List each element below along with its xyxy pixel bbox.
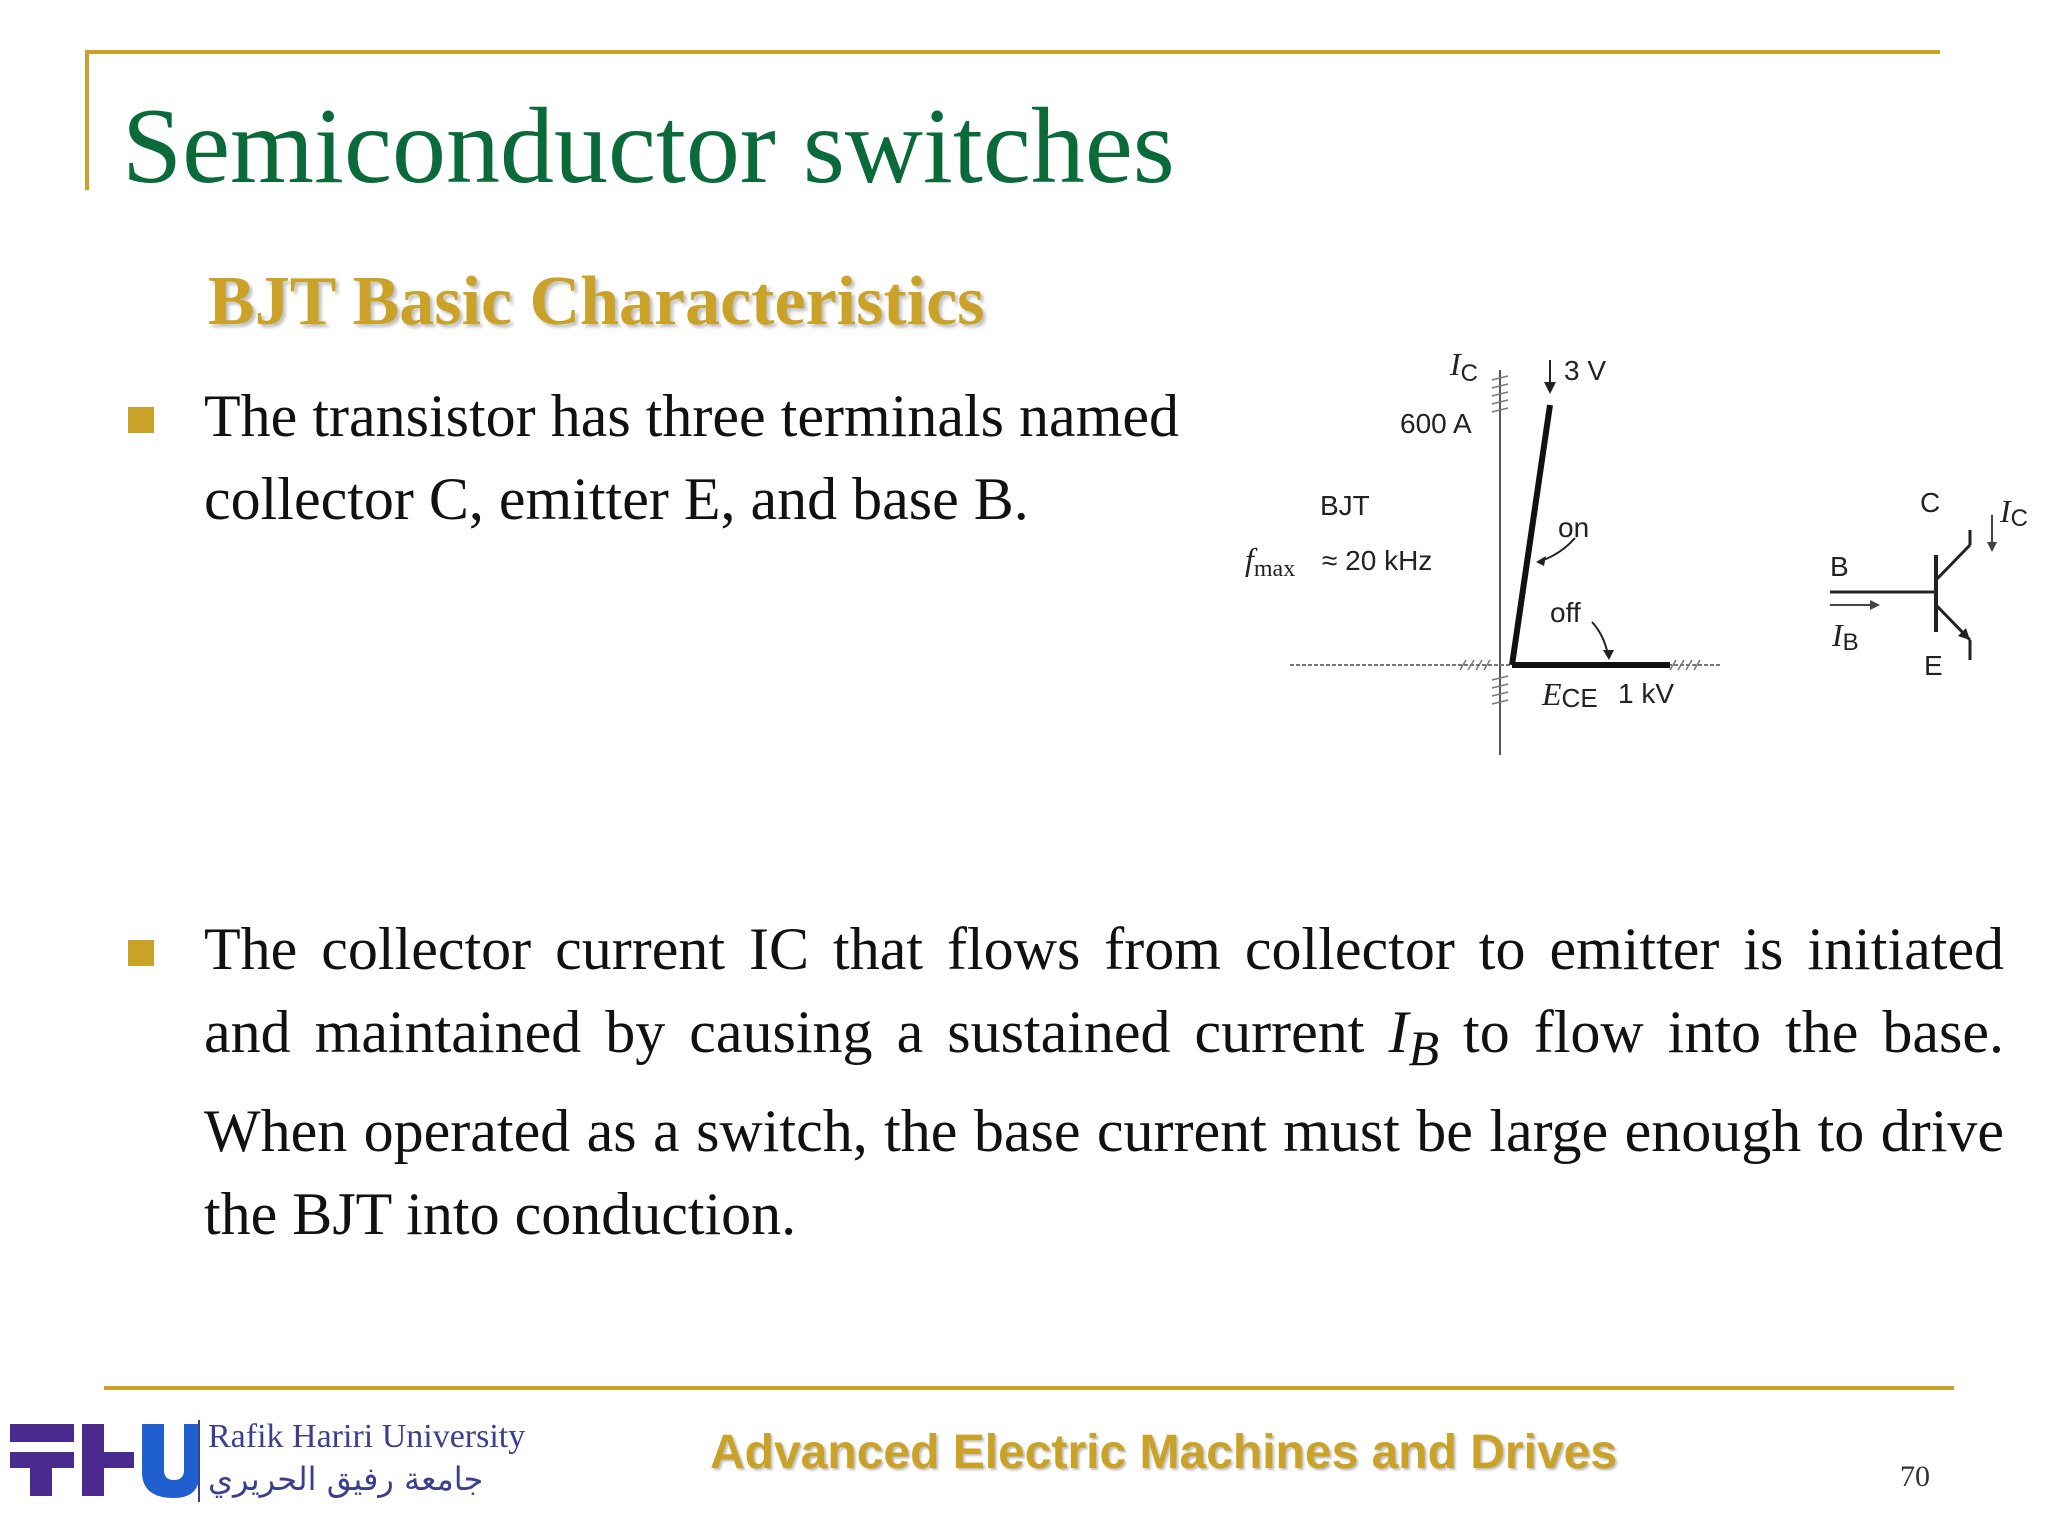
- bjt-characteristic-figure: [1230, 340, 2030, 780]
- rhu-logo: [10, 1418, 200, 1500]
- bullet-square-icon: [128, 940, 154, 966]
- slide-title: Semiconductor switches: [122, 87, 1175, 206]
- slide-frame-left: [85, 50, 89, 190]
- ece-axis-label: ECE: [1542, 676, 1598, 713]
- bullet-text-part: to flow into the base. When operated as a switch, the base current must be large enough to drive the BJT into conduction.: [204, 999, 2005, 1247]
- device-label: BJT: [1320, 490, 1370, 521]
- ib-label: IB: [1832, 617, 1859, 656]
- bullet-text: The transistor has three terminals named collector C, emitter E, and base B.: [204, 383, 1179, 532]
- fmax-label: fmax: [1245, 541, 1296, 582]
- bjt-characteristic-diagram: [1230, 340, 2030, 780]
- fmax-value: ≈ 20 kHz: [1322, 545, 1433, 576]
- emitter-label: E: [1924, 650, 1943, 681]
- ic-axis-label: IC: [1450, 346, 1478, 387]
- voltage-arrow-head: [1544, 382, 1556, 394]
- bullet-square-icon: [128, 407, 154, 433]
- bullet-item: [128, 375, 1179, 541]
- course-title: Advanced Electric Machines and Drives: [710, 1426, 1618, 1479]
- base-label: B: [1830, 551, 1849, 582]
- bullet-text-part: The collector current IC that flows from collector to emitter is initiated and maintained by causing a sustained current: [204, 916, 2004, 1065]
- base-current-symbol: $I_B$: [1388, 999, 1439, 1076]
- kv-label: 1 kV: [1618, 678, 1675, 709]
- off-pointer-arrow-head: [1603, 650, 1614, 660]
- slide-subtitle: BJT Basic Characteristics: [208, 263, 985, 340]
- current-rating-label: 600 A: [1400, 408, 1472, 439]
- logo-divider: [198, 1420, 200, 1502]
- bullet-item: [128, 908, 2004, 1256]
- university-name-ar: جامعة رفيق الحريري: [208, 1460, 484, 1498]
- slide-frame-top: [85, 50, 1940, 54]
- on-pointer-arrow-head: [1536, 556, 1546, 566]
- footer-divider: [104, 1386, 1954, 1390]
- voltage-label: 3 V: [1564, 355, 1607, 386]
- university-name-en: Rafik Hariri University: [208, 1418, 526, 1455]
- on-label: on: [1558, 512, 1590, 543]
- ic-symbol-label: IC: [2000, 493, 2028, 532]
- bullet-text: [204, 908, 2004, 1256]
- on-state-line: [1512, 405, 1550, 665]
- page-number: 70: [1900, 1460, 1930, 1493]
- off-label: off: [1550, 597, 1581, 628]
- collector-label: C: [1920, 487, 1941, 518]
